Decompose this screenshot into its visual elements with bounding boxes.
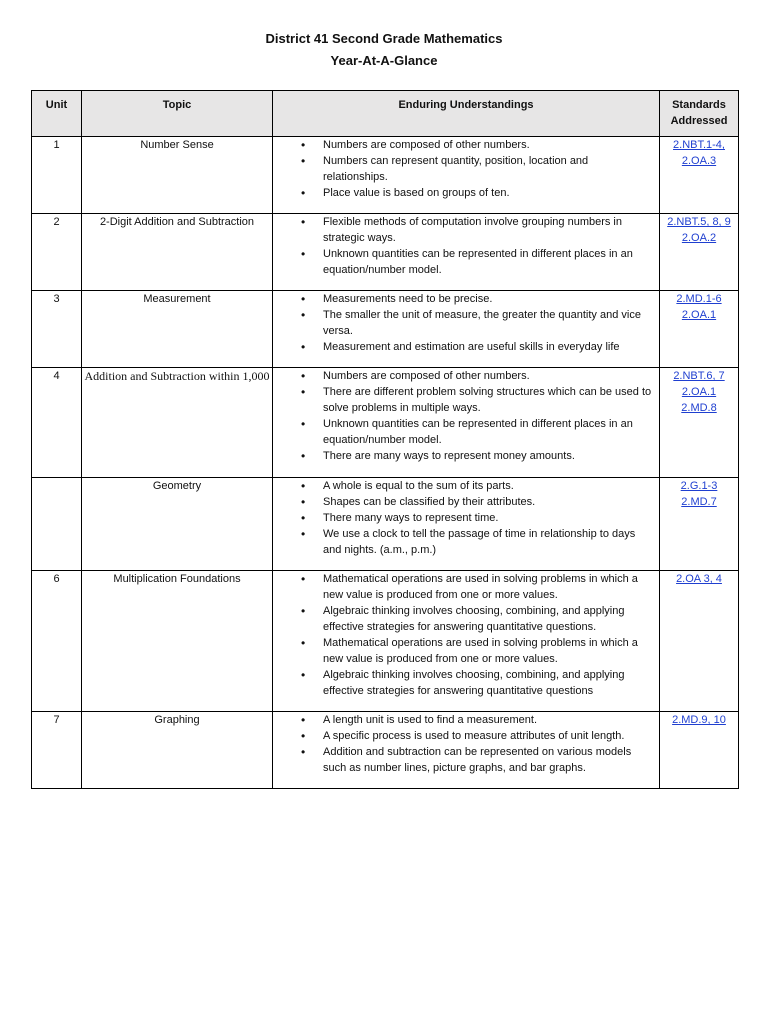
table-row — [32, 478, 739, 571]
topic-cell: Geometry — [82, 478, 273, 571]
unit-number-cell: 2 — [32, 214, 82, 291]
understanding-bullet-item: • Numbers are composed of other numbers. — [273, 137, 653, 153]
topic-cell: Number Sense — [82, 137, 273, 214]
table-row — [32, 368, 739, 478]
standards-column-header — [660, 91, 739, 137]
understandings-cell — [273, 291, 660, 368]
understandings-list — [273, 137, 659, 201]
standards-cell — [660, 571, 739, 712]
standard-link[interactable]: 2.NBT.1-4, — [673, 139, 725, 151]
understanding-bullet-item: • Mathematical operations are used in solving problems in which a new value is produced from one or more values. — [273, 635, 653, 667]
table-row — [32, 571, 739, 712]
understandings-list — [273, 571, 659, 699]
year-at-a-glance-table — [31, 90, 739, 789]
unit-number-cell: 1 — [32, 137, 82, 214]
understanding-bullet-item: • A whole is equal to the sum of its parts. — [273, 478, 653, 494]
unit-number-cell: 6 — [32, 571, 82, 712]
understandings-cell — [273, 571, 660, 712]
table-row — [32, 291, 739, 368]
understanding-bullet-item: • Numbers are composed of other numbers. — [273, 368, 653, 384]
standard-link[interactable]: 2.G.1-3 — [680, 480, 718, 492]
understanding-bullet-item: • Place value is based on groups of ten. — [273, 185, 653, 201]
understanding-bullet-item: • Unknown quantities can be represented in different places in an equation/number model. — [273, 416, 653, 448]
topic-column-header: Topic — [82, 91, 273, 137]
unit-number-cell: 3 — [32, 291, 82, 368]
standard-link[interactable]: 2.NBT.6, 7 — [673, 370, 725, 382]
document-subtitle: Year-At-A-Glance — [330, 53, 438, 68]
table-row — [32, 137, 739, 214]
topic-cell: Addition and Subtraction within 1,000 — [82, 368, 273, 478]
standard-link[interactable]: 2.OA.1 — [681, 309, 717, 321]
understandings-cell — [273, 368, 660, 478]
standard-link[interactable]: 2.MD.1-6 — [676, 293, 722, 305]
standard-link[interactable]: 2.NBT.5, 8, 9 — [667, 216, 731, 228]
table-header-row — [32, 91, 739, 137]
understanding-bullet-item: • Measurements need to be precise. — [273, 291, 653, 307]
standards-cell — [660, 291, 739, 368]
understanding-bullet-item: • Mathematical operations are used in solving problems in which a new value is produced from one or more values. — [273, 571, 653, 603]
understanding-bullet-item: • The smaller the unit of measure, the greater the quantity and vice versa. — [273, 307, 653, 339]
understanding-bullet-item: • Numbers can represent quantity, position, location and relationships. — [273, 153, 653, 185]
standard-link[interactable]: 2.OA.1 — [681, 386, 717, 398]
understanding-bullet-item: • Addition and subtraction can be represented on various models such as number lines, picture graphs, and bar graphs. — [273, 744, 653, 776]
document-title-block — [0, 28, 768, 72]
topic-cell: Graphing — [82, 712, 273, 789]
standard-link[interactable]: 2.OA 3, 4 — [676, 573, 722, 585]
understanding-bullet-item: • Algebraic thinking involves choosing, combining, and applying effective strategies for answering quantitative questions. — [273, 603, 653, 635]
understandings-list — [273, 712, 659, 776]
standards-cell — [660, 137, 739, 214]
standard-link[interactable]: 2.OA.3 — [681, 155, 717, 167]
topic-cell: Multiplication Foundations — [82, 571, 273, 712]
topic-cell: 2-Digit Addition and Subtraction — [82, 214, 273, 291]
understanding-bullet-item: • A specific process is used to measure attributes of unit length. — [273, 728, 653, 744]
understanding-bullet-item: • Shapes can be classified by their attributes. — [273, 494, 653, 510]
understandings-list — [273, 214, 659, 278]
understanding-bullet-item: • There are many ways to represent money amounts. — [273, 448, 653, 464]
understanding-bullet-item: • Measurement and estimation are useful skills in everyday life — [273, 339, 653, 355]
standard-link[interactable]: 2.MD.9, 10 — [672, 714, 726, 726]
understandings-list — [273, 291, 659, 355]
table-row — [32, 712, 739, 789]
understandings-cell — [273, 478, 660, 571]
standards-header-line1: Standards — [672, 99, 726, 111]
understandings-cell — [273, 137, 660, 214]
topic-cell: Measurement — [82, 291, 273, 368]
understanding-bullet-item: • Unknown quantities can be represented in different places in an equation/number model. — [273, 246, 653, 278]
understanding-bullet-item: • We use a clock to tell the passage of time in relationship to days and nights. (a.m., p.m.) — [273, 526, 653, 558]
understandings-cell — [273, 712, 660, 789]
understandings-column-header: Enduring Understandings — [273, 91, 660, 137]
understandings-list — [273, 368, 659, 464]
understanding-bullet-item: • Flexible methods of computation involve grouping numbers in strategic ways. — [273, 214, 653, 246]
document-title: District 41 Second Grade Mathematics — [265, 31, 503, 46]
standards-cell — [660, 478, 739, 571]
standards-header-line2: Addressed — [670, 115, 728, 127]
unit-number-cell — [32, 478, 82, 571]
understanding-bullet-item: • There many ways to represent time. — [273, 510, 653, 526]
understandings-list — [273, 478, 659, 558]
standard-link[interactable]: 2.MD.7 — [681, 496, 717, 508]
standards-cell — [660, 368, 739, 478]
table-body — [32, 137, 739, 789]
understanding-bullet-item: • A length unit is used to find a measurement. — [273, 712, 653, 728]
unit-number-cell: 4 — [32, 368, 82, 478]
standards-cell — [660, 712, 739, 789]
understanding-bullet-item: • There are different problem solving structures which can be used to solve problems in multiple ways. — [273, 384, 653, 416]
table-row — [32, 214, 739, 291]
understanding-bullet-item: • Algebraic thinking involves choosing, combining, and applying effective strategies for answering quantitative questions — [273, 667, 653, 699]
understandings-cell — [273, 214, 660, 291]
standards-cell — [660, 214, 739, 291]
standard-link[interactable]: 2.MD.8 — [681, 402, 717, 414]
standard-link[interactable]: 2.OA.2 — [681, 232, 717, 244]
unit-column-header: Unit — [32, 91, 82, 137]
unit-number-cell: 7 — [32, 712, 82, 789]
